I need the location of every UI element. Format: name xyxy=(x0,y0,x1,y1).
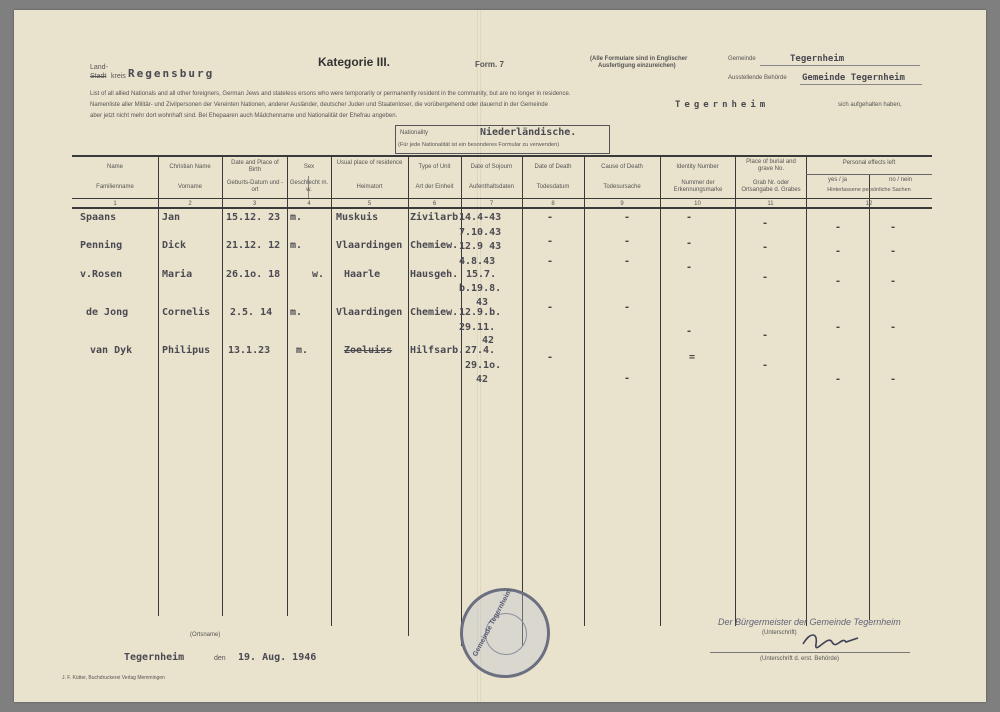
cell-todesdatum: - xyxy=(547,352,554,363)
cell-sex-m: m. xyxy=(296,345,309,356)
cell-geburt: 15.12. 23 xyxy=(226,212,281,223)
cell-geburt: 26.1o. 18 xyxy=(226,269,281,280)
col-number: 4 xyxy=(307,201,311,207)
cell-ursache: - xyxy=(624,212,631,223)
col-header-en: Sex xyxy=(303,164,315,170)
cell-ursache: - xyxy=(624,256,631,267)
cell-sex-w: w. xyxy=(312,269,325,280)
cell-todesdatum: - xyxy=(547,256,554,267)
cell-aufenthalt: 29.11. xyxy=(459,322,496,333)
cell-nummer: - xyxy=(686,238,693,249)
cell-aufenthalt: 27.4. xyxy=(465,345,496,356)
intro-line-1: List of all allied Nationals and all other foreigners, German Jews and stateless ersons who were temporarily or permanently resident in the community, but are no longer in residence. xyxy=(90,91,571,97)
cell-aufenthalt: 42 xyxy=(482,335,495,346)
col-number: 3 xyxy=(252,201,257,207)
place-label: (Ortsname) xyxy=(190,632,221,638)
cell-heimat: Zoeluiss xyxy=(344,345,393,356)
col-number: 1 xyxy=(113,201,117,207)
col-number: 12 xyxy=(865,201,873,207)
col-header-de: Vorname xyxy=(177,184,202,190)
col-header-de: Geburts-Datum und -ort xyxy=(226,180,284,193)
nationality-note: (Für jede Nationalität ist ein besonderes Formular zu verwenden) xyxy=(398,142,560,148)
col-header-en: Christian Name xyxy=(169,164,211,170)
cell-effects-yes: - xyxy=(835,222,842,233)
printer-credit: J. F. Kütter, Buchdruckerei Verlag Memmingen xyxy=(62,675,165,681)
stadt-struck: Stadt xyxy=(90,73,107,80)
cell-todesdatum: - xyxy=(547,236,554,247)
cell-aufenthalt: 15.7. xyxy=(466,269,497,280)
col-header-de: Todesdatum xyxy=(536,184,570,190)
form-number: Form. 7 xyxy=(475,60,504,69)
nationality-label: Nationality xyxy=(400,130,429,136)
cell-name: Penning xyxy=(80,240,123,251)
col-sep xyxy=(331,156,332,626)
behoerde-underline xyxy=(800,84,922,85)
col-sep xyxy=(522,156,523,646)
col-sep xyxy=(660,156,661,626)
cell-todesdatum: - xyxy=(547,212,554,223)
col-header-de: Art der Einheit xyxy=(415,184,454,190)
cell-aufenthalt: 43 xyxy=(476,297,489,308)
col-sep xyxy=(222,156,223,616)
cell-effects-yes: - xyxy=(835,322,842,333)
den-label: den xyxy=(214,655,226,662)
cell-vorname: Dick xyxy=(162,240,187,251)
col-header-en: Identity Number xyxy=(676,164,719,170)
cell-grab: - xyxy=(762,272,769,283)
col-header-en: Date and Place of Birth xyxy=(231,160,279,173)
cell-grab: - xyxy=(762,242,769,253)
cell-ursache: - xyxy=(624,373,631,384)
cell-grab: - xyxy=(762,218,769,229)
cell-heimat: Vlaardingen xyxy=(336,240,403,251)
cell-grab: - xyxy=(762,360,769,371)
nationality-value: Niederländische. xyxy=(480,127,577,138)
cell-effects-no: - xyxy=(890,246,897,257)
cell-geburt: 21.12. 12 xyxy=(226,240,281,251)
kategorie-title: Kategorie III. xyxy=(318,55,391,69)
cell-einheit: Hilfsarb. xyxy=(410,345,465,356)
col-header-en: Cause of Death xyxy=(601,164,643,170)
signature-label: (Unterschrift) xyxy=(762,630,797,636)
col-header-en: Type of Unit xyxy=(418,164,451,170)
cell-name: de Jong xyxy=(86,307,129,318)
cell-ursache: - xyxy=(624,302,631,313)
table-num-rule xyxy=(72,198,932,199)
cell-sex-m: m. xyxy=(290,240,303,251)
cell-vorname: Jan xyxy=(162,212,181,223)
col-header-en: Name xyxy=(106,164,123,170)
signature-caption: (Unterschrift d. erst. Behörde) xyxy=(760,656,840,662)
col-number: 7 xyxy=(489,201,494,207)
intro-line-2a: Namenliste aller Militär- und Zivilpersonen der Vereinten Nationen, anderer Ausländer, deutscher Juden und Staatenloser, die vorübergehend oder dauernd in der Gemeinde xyxy=(90,102,548,108)
mayor-stamp: Der Bürgermeister der Gemeinde Tegernheim xyxy=(718,617,901,627)
cell-effects-yes: - xyxy=(835,246,842,257)
cell-ursache: - xyxy=(624,236,631,247)
cell-aufenthalt: b.19.8. xyxy=(459,283,502,294)
col-sep xyxy=(158,156,159,616)
cell-einheit: Chemiew. xyxy=(410,307,459,318)
place-value: Tegernheim xyxy=(124,652,185,663)
cell-aufenthalt: 14.4-43 xyxy=(459,212,502,223)
col-sep xyxy=(287,156,288,616)
cell-vorname: Philipus xyxy=(162,345,211,356)
cell-vorname: Maria xyxy=(162,269,193,280)
col-header-en: Date of Death xyxy=(534,164,572,170)
effects-sub-rule xyxy=(806,174,932,175)
cell-nummer: - xyxy=(686,212,693,223)
col-number: 9 xyxy=(620,201,624,207)
col-header-de: Aufenthaltsdaten xyxy=(468,184,515,190)
col-header-en: Usual place of residence xyxy=(336,160,403,166)
cell-aufenthalt: 7.10.43 xyxy=(459,227,502,238)
cell-aufenthalt: 42 xyxy=(476,374,489,385)
land-label: Land- xyxy=(90,64,108,71)
col-sep xyxy=(735,156,736,626)
cell-effects-no: - xyxy=(890,276,897,287)
cell-einheit: Hausgeh. xyxy=(410,269,459,280)
cell-geburt: 2.5. 14 xyxy=(230,307,273,318)
cell-aufenthalt: 12.9.b. xyxy=(459,307,502,318)
col-header-de: Heimatort xyxy=(356,184,383,190)
col-number: 6 xyxy=(432,201,437,207)
cell-nummer: - xyxy=(686,326,693,337)
cell-heimat: Haarle xyxy=(344,269,381,280)
col-number: 5 xyxy=(367,201,372,207)
cell-name: Spaans xyxy=(80,212,117,223)
cell-grab: - xyxy=(762,330,769,341)
intro-line-3: aber jetzt nicht mehr dort wohnhaft sind. Bei Ehepaaren auch Mädchenname und Nationalität der Ehefrau angeben. xyxy=(90,113,398,119)
cell-heimat: Muskuis xyxy=(336,212,379,223)
col-header-en: Personal effects left xyxy=(842,160,896,166)
col-header-de: Geschlecht m. w. xyxy=(289,180,329,193)
cell-effects-yes: - xyxy=(835,374,842,385)
gemeinde-label: Gemeinde xyxy=(728,56,756,62)
form-note-2: Ausfertigung einzureichen) xyxy=(598,63,676,69)
cell-effects-yes: - xyxy=(835,276,842,287)
kreis-label: kreis xyxy=(111,73,126,80)
cell-todesdatum: - xyxy=(547,302,554,313)
col-sep xyxy=(806,156,807,626)
col-sep-yes-no xyxy=(869,175,870,620)
cell-effects-no: - xyxy=(890,322,897,333)
cell-vorname: Cornelis xyxy=(162,307,211,318)
cell-geburt: 13.1.23 xyxy=(228,345,271,356)
cell-name: v.Rosen xyxy=(80,269,123,280)
form-note-1: (Alle Formulare sind in Englischer xyxy=(590,56,688,62)
col-header-de: Nummer der Erkennungsmarke xyxy=(673,180,723,193)
col-number: 2 xyxy=(188,201,192,207)
intro-line-2b: sich aufgehalten haben, xyxy=(838,102,902,108)
intro-gemeinde-value: Tegernheim xyxy=(675,100,770,110)
cell-aufenthalt: 12.9 43 xyxy=(459,241,502,252)
col-sep xyxy=(584,156,585,626)
col-number: 10 xyxy=(694,201,701,207)
col-number: 8 xyxy=(551,201,555,207)
col-header-de: Grab Nr. oder Ortsangabe d. Grabes xyxy=(741,180,801,193)
col-header-de: Familienname xyxy=(96,184,134,190)
col-header-sub-no: no / nein xyxy=(888,177,913,183)
col-header-de: Todesursache xyxy=(603,184,641,190)
cell-sex-m: m. xyxy=(290,212,303,223)
table-top-rule xyxy=(72,155,932,157)
col-header-en: Place of burial and grave No. xyxy=(746,159,796,172)
behoerde-label: Ausstellende Behörde xyxy=(728,75,787,81)
cell-nummer: - xyxy=(686,262,693,273)
kreis-value: Regensburg xyxy=(128,67,215,80)
behoerde-value: Gemeinde Tegernheim xyxy=(802,73,905,83)
cell-sex-m: m. xyxy=(290,307,303,318)
cell-effects-no: - xyxy=(890,222,897,233)
cell-nummer: = xyxy=(689,352,696,363)
official-stamp xyxy=(460,588,550,678)
col-header-en: Date of Sojourn xyxy=(470,164,513,170)
cell-einheit: Zivilarb. xyxy=(410,212,465,223)
date-value: 19. Aug. 1946 xyxy=(238,652,317,663)
cell-effects-no: - xyxy=(890,374,897,385)
cell-einheit: Chemiew. xyxy=(410,240,459,251)
signature-line xyxy=(710,652,910,653)
cell-aufenthalt: 29.1o. xyxy=(465,360,502,371)
gemeinde-underline xyxy=(760,65,920,66)
cell-name: van Dyk xyxy=(90,345,133,356)
gemeinde-value: Tegernheim xyxy=(790,54,845,64)
col-sep xyxy=(408,156,409,636)
cell-heimat: Vlaardingen xyxy=(336,307,403,318)
table-body-rule xyxy=(72,207,932,209)
cell-aufenthalt: 4.8.43 xyxy=(459,256,496,267)
handwritten-signature xyxy=(800,628,860,652)
col-header-de: Hinterlassene persönliche Sachen xyxy=(827,187,911,193)
col-number: 11 xyxy=(767,201,774,207)
stamp-text: Gemeinde Tegernheim xyxy=(471,588,514,658)
col-header-sub-yes: yes / ja xyxy=(827,177,847,183)
